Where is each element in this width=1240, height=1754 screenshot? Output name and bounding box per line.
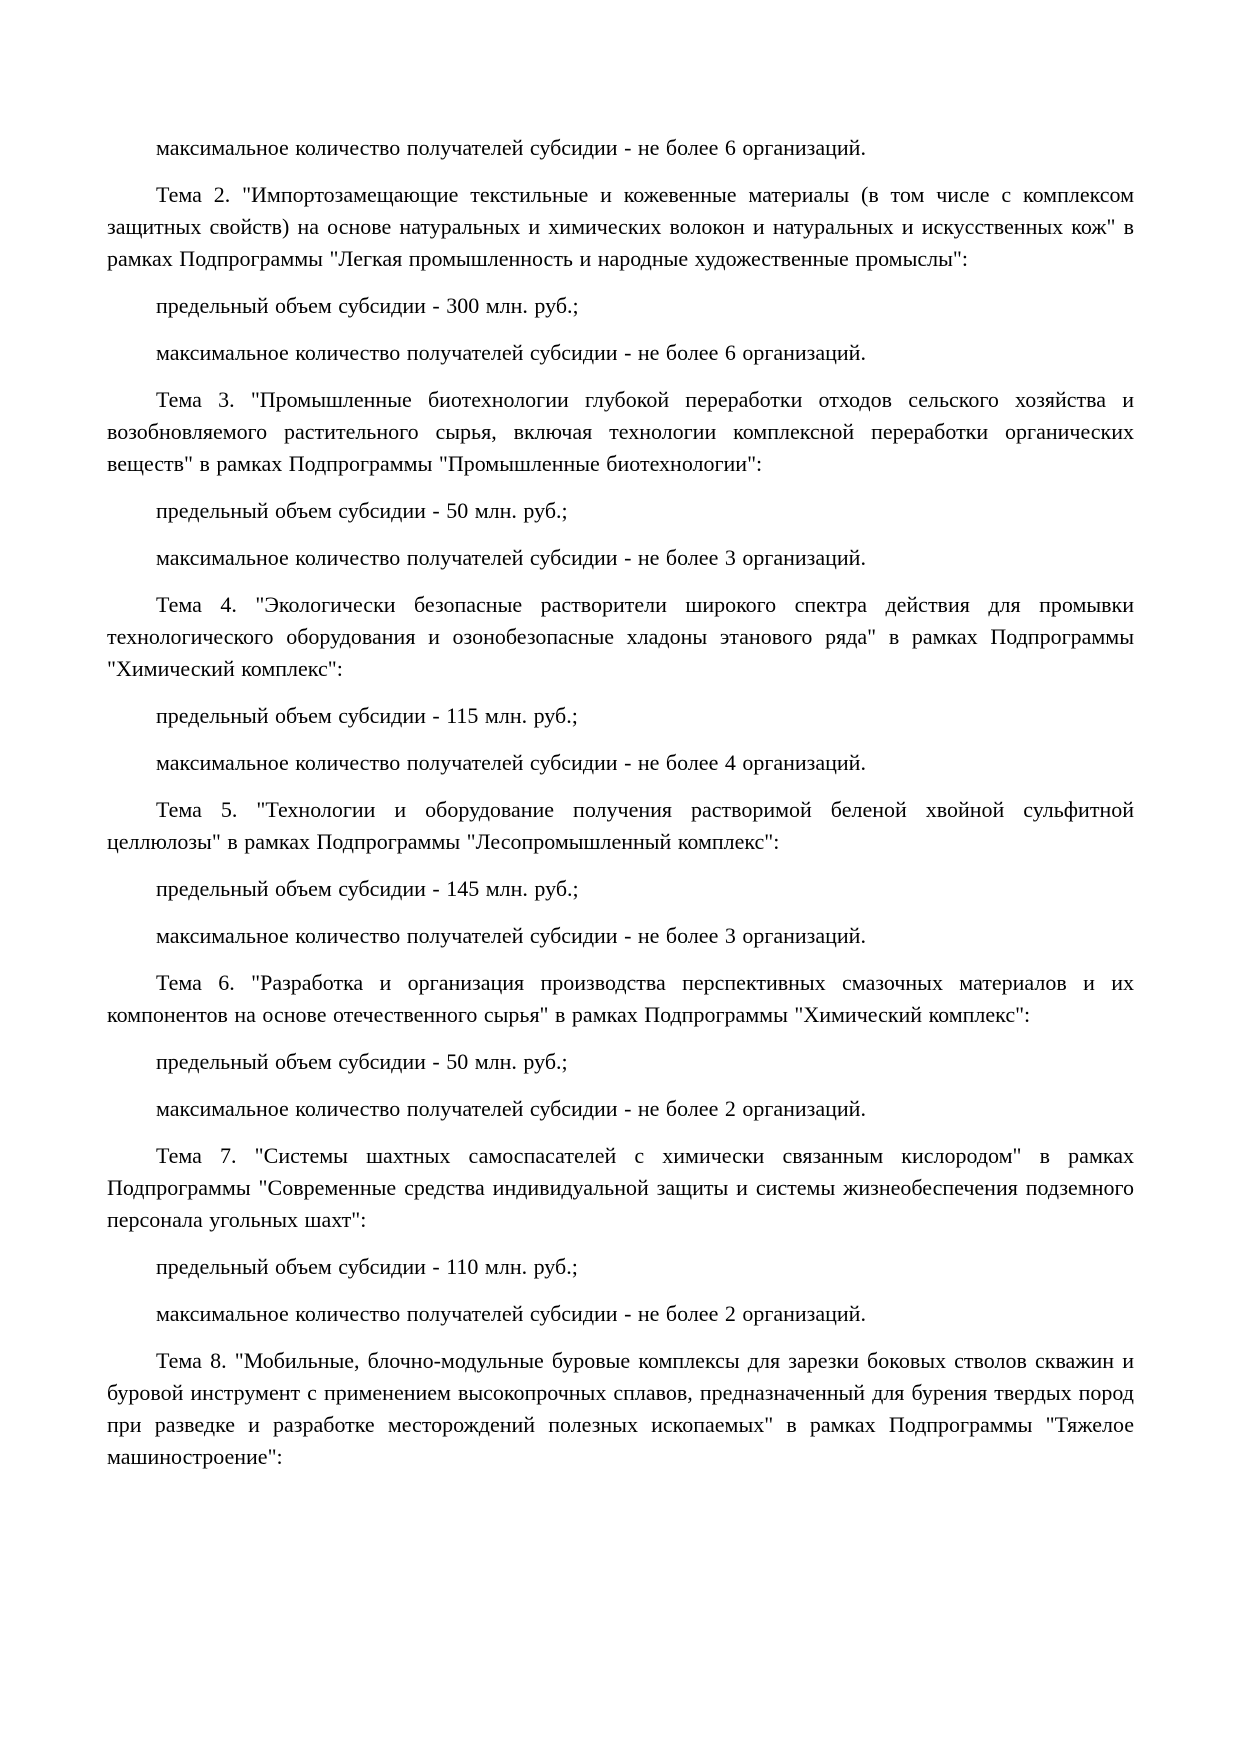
paragraph-subsidy-limit: предельный объем субсидии - 300 млн. руб.; xyxy=(156,293,579,318)
paragraph-max-recipients: максимальное количество получателей субсидии - не более 6 организаций. xyxy=(156,340,866,365)
paragraph-subsidy-limit: предельный объем субсидии - 115 млн. руб.; xyxy=(156,703,578,728)
paragraph-max-recipients: максимальное количество получателей субсидии - не более 2 организаций. xyxy=(156,1301,866,1326)
paragraph-subsidy-limit: предельный объем субсидии - 50 млн. руб.; xyxy=(156,498,568,523)
paragraph-theme-7: Тема 7. "Системы шахтных самоспасателей с химически связанным кислородом" в рамках Подпрограммы "Современные средства индивидуальной защиты и системы жизнеобеспечения подземного персонала угольных шахт": xyxy=(107,1143,1134,1232)
paragraph-theme-2: Тема 2. "Импортозамещающие текстильные и кожевенные материалы (в том числе с комплексом защитных свойств) на основе натуральных и химических волокон и натуральных и искусственных кож" в рамках Подпрограммы "Легкая промышленность и народные художественные промыслы": xyxy=(107,182,1134,271)
paragraph-theme-8: Тема 8. "Мобильные, блочно-модульные буровые комплексы для зарезки боковых стволов скважин и буровой инструмент с применением высокопрочных сплавов, предназначенный для бурения твердых пород при разведке и разработке месторождений полезных ископаемых" в рамках Подпрограммы "Тяжелое машиностроение": xyxy=(107,1348,1134,1469)
paragraph-max-recipients: максимальное количество получателей субсидии - не более 2 организаций. xyxy=(156,1096,866,1121)
paragraph-max-recipients: максимальное количество получателей субсидии - не более 4 организаций. xyxy=(156,750,866,775)
paragraph-max-recipients: максимальное количество получателей субсидии - не более 6 организаций. xyxy=(156,135,866,160)
paragraph-theme-3: Тема 3. "Промышленные биотехнологии глубокой переработки отходов сельского хозяйства и возобновляемого растительного сырья, включая технологии комплексной переработки органических веществ" в рамках Подпрограммы "Промышленные биотехнологии": xyxy=(107,387,1134,476)
paragraph-max-recipients: максимальное количество получателей субсидии - не более 3 организаций. xyxy=(156,923,866,948)
paragraph-max-recipients: максимальное количество получателей субсидии - не более 3 организаций. xyxy=(156,545,866,570)
paragraph-subsidy-limit: предельный объем субсидии - 145 млн. руб.; xyxy=(156,876,579,901)
paragraph-subsidy-limit: предельный объем субсидии - 50 млн. руб.; xyxy=(156,1049,568,1074)
paragraph-theme-4: Тема 4. "Экологически безопасные растворители широкого спектра действия для промывки технологического оборудования и озонобезопасные хладоны этанового ряда" в рамках Подпрограммы "Химический комплекс": xyxy=(107,592,1134,681)
paragraph-subsidy-limit: предельный объем субсидии - 110 млн. руб.; xyxy=(156,1254,578,1279)
paragraph-theme-6: Тема 6. "Разработка и организация производства перспективных смазочных материалов и их компонентов на основе отечественного сырья" в рамках Подпрограммы "Химический комплекс": xyxy=(107,970,1134,1027)
paragraph-theme-5: Тема 5. "Технологии и оборудование получения растворимой беленой хвойной сульфитной целлюлозы" в рамках Подпрограммы "Лесопромышленный комплекс": xyxy=(107,797,1134,854)
